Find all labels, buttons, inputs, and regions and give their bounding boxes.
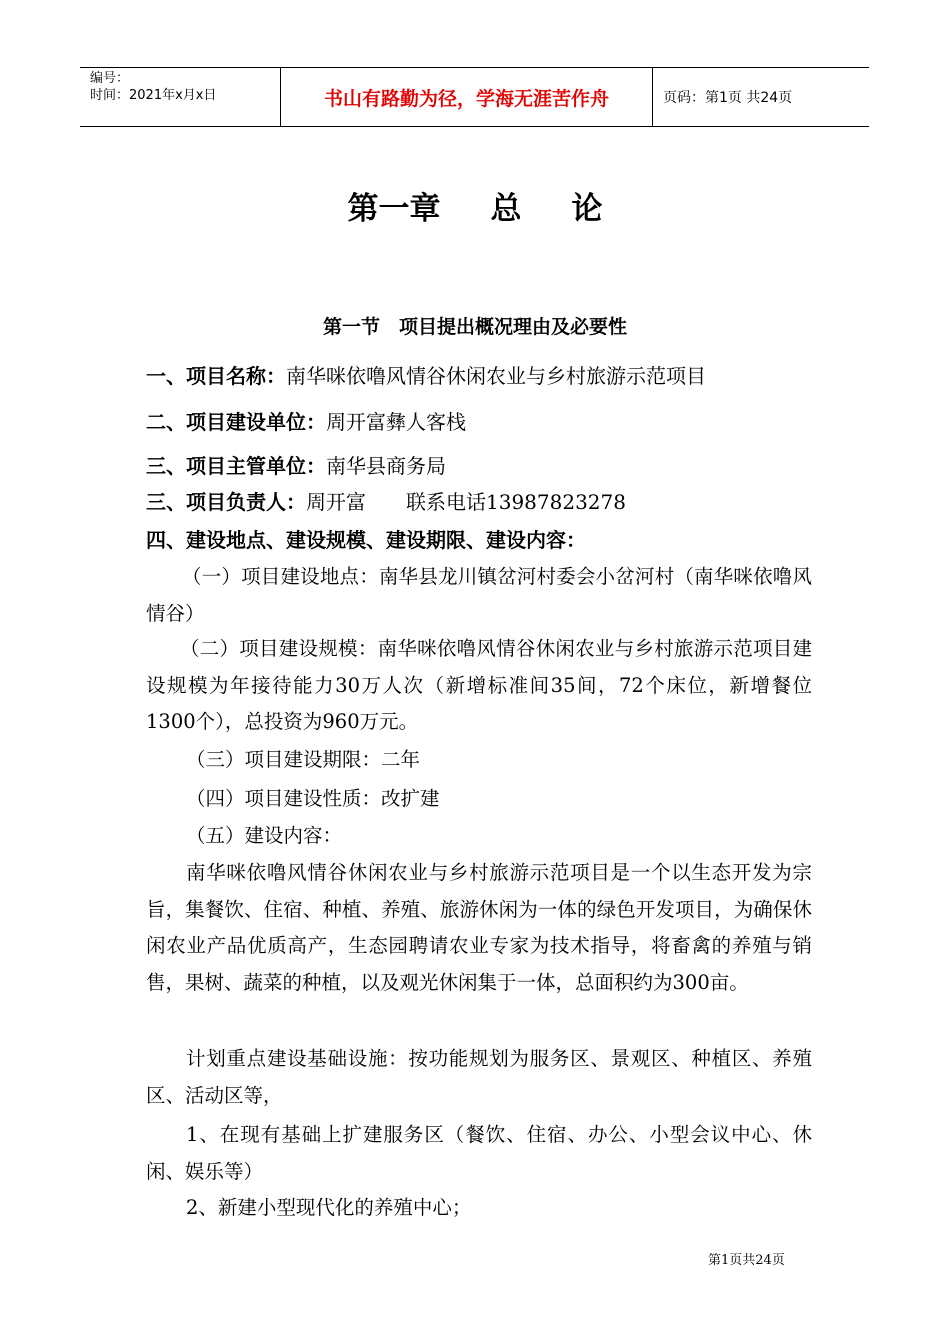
section-title: 第一节 项目提出概况理由及必要性 xyxy=(322,316,627,338)
chapter-title-part-3: 论 xyxy=(571,191,603,227)
item-label: 一、项目名称： xyxy=(146,364,286,388)
item-value: 周开富 联系电话13987823278 xyxy=(306,490,626,514)
item-value: 南华县商务局 xyxy=(326,454,446,478)
paragraph-breeding-center: 2、新建小型现代化的养殖中心； xyxy=(186,1196,472,1219)
item-project-leader xyxy=(146,486,626,515)
header-page-number: 页码：第1页 共24页 xyxy=(663,90,793,106)
number-label: 编号： xyxy=(90,71,130,86)
paragraph-scale: （二）项目建设规模：南华咪依噜风情谷休闲农业与乡村旅游示范项目建设规模为年接待能力30万人次（新增标准间35间，72个床位，新增餐位1300个），总投资为960万元。 xyxy=(146,637,812,733)
paragraph-infrastructure: 计划重点建设基础设施：按功能规划为服务区、景观区、种植区、养殖区、活动区等， xyxy=(146,1047,812,1107)
paragraph-nature: （四）项目建设性质：改扩建 xyxy=(186,787,440,810)
paragraph-period: （三）项目建设期限：二年 xyxy=(186,748,421,771)
item-construction-details xyxy=(146,524,586,553)
paragraph-location: （一）项目建设地点：南华县龙川镇岔河村委会小岔河村（南华咪依噜风情谷） xyxy=(146,565,812,625)
item-construction-unit xyxy=(146,406,466,435)
paragraph-content-body: 南华咪依噜风情谷休闲农业与乡村旅游示范项目是一个以生态开发为宗旨，集餐饮、住宿、种植、养殖、旅游休闲为一体的绿色开发项目，为确保休闲农业产品优质高产，生态园聘请农业专家为技术指导，将畜禽的养殖与销售，果树、蔬菜的种植，以及观光休闲集于一体，总面积约为300亩。 xyxy=(146,861,812,994)
chapter-title-part-2: 总 xyxy=(490,191,522,227)
chapter-title-part-1: 第一章 xyxy=(347,191,441,227)
time-label: 时间：2021年x月x日 xyxy=(90,88,217,103)
item-label: 三、项目负责人： xyxy=(146,490,306,514)
item-label: 三、项目主管单位： xyxy=(146,454,326,478)
paragraph-service-area: 1、在现有基础上扩建服务区（餐饮、住宿、办公、小型会议中心、休闲、娱乐等） xyxy=(146,1123,812,1183)
page-footer: 第1页共24页 xyxy=(708,1253,785,1268)
item-value: 南华咪依噜风情谷休闲农业与乡村旅游示范项目 xyxy=(286,364,706,388)
item-label: 四、建设地点、建设规模、建设期限、建设内容： xyxy=(146,528,586,552)
paragraph-content-heading: （五）建设内容： xyxy=(186,824,343,847)
header-meta xyxy=(80,68,280,126)
item-label: 二、项目建设单位： xyxy=(146,410,326,434)
item-supervising-unit xyxy=(146,450,446,479)
page-header xyxy=(80,67,869,127)
item-project-name xyxy=(146,360,706,389)
chapter-title xyxy=(0,183,950,228)
item-value: 周开富彝人客栈 xyxy=(326,410,466,434)
header-motto: 书山有路勤为径，学海无涯苦作舟 xyxy=(280,68,653,126)
